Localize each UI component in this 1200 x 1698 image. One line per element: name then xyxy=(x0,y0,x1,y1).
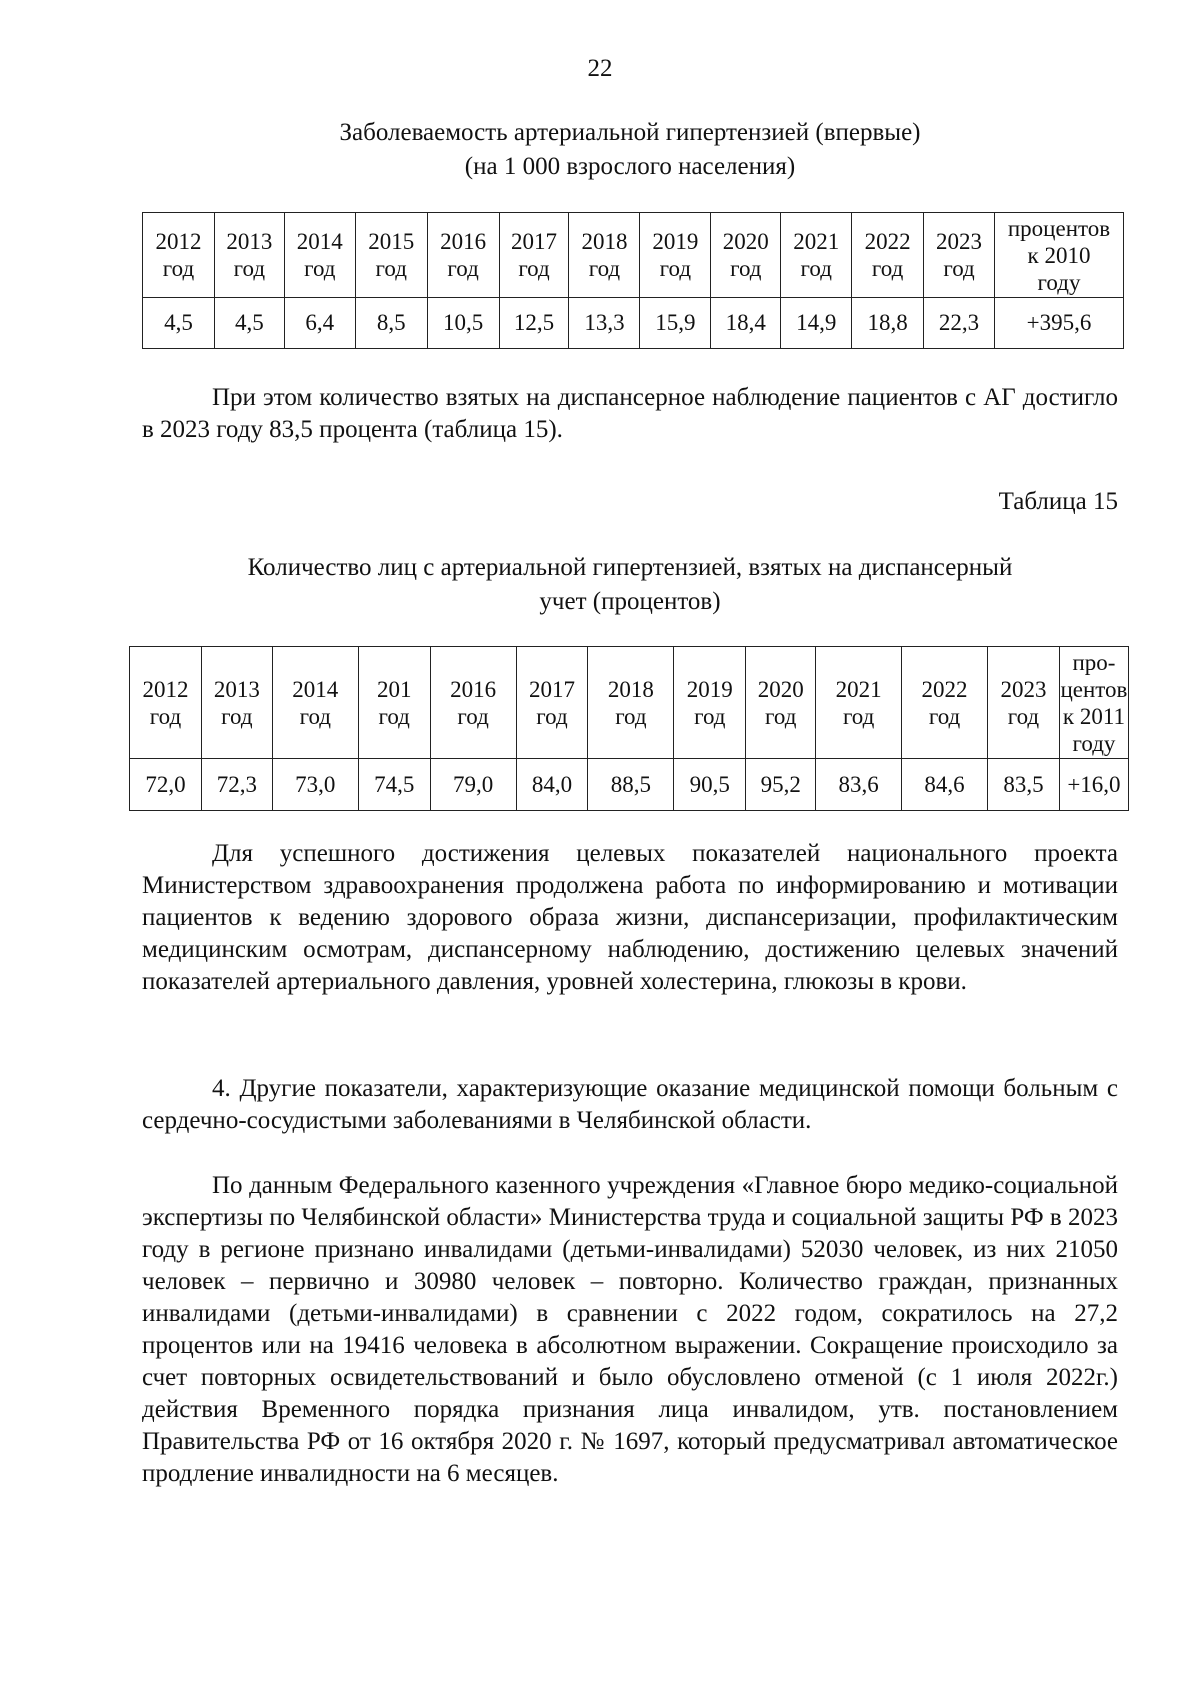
table2-header-cell: 2018 год xyxy=(588,647,674,759)
table2-header-cell-percent: про- центов к 2011 году xyxy=(1059,647,1128,759)
table2-header-cell: 2012 год xyxy=(130,647,202,759)
table2-header-cell: 2014 год xyxy=(272,647,358,759)
table2-value-cell: +16,0 xyxy=(1059,759,1128,811)
table1-header-cell: 2019 год xyxy=(640,213,711,298)
table2-value-cell: 88,5 xyxy=(588,759,674,811)
table1-header-cell: 2022 год xyxy=(852,213,924,298)
table1-header-cell: 2020 год xyxy=(711,213,781,298)
table2-header-row xyxy=(130,647,1129,759)
table2-header-cell: 2019 год xyxy=(674,647,746,759)
table1-header-cell: 2017 год xyxy=(499,213,569,298)
paragraph-national-project: Для успешного достижения целевых показателей национального проекта Министерством здравоохранения продолжена работа по информированию и мотивации пациентов к ведению здорового образа жизни, диспансеризации, профилактическим медицинским осмотрам, диспансерному наблюдению, достижению целевых значений показателей артериального давления, уровней холестерина, глюкозы в крови. xyxy=(142,840,1118,995)
table1-header-row xyxy=(143,213,1124,298)
table2-value-cell: 74,5 xyxy=(358,759,430,811)
table1-value-cell: 22,3 xyxy=(924,298,995,349)
table2-header-cell: 2016 год xyxy=(430,647,516,759)
table2-title-line2: учет (процентов) xyxy=(539,588,721,615)
table1-header-cell-percent: процентов к 2010 году xyxy=(995,213,1124,298)
table2-header-cell: 2021 год xyxy=(816,647,902,759)
table1-title xyxy=(0,116,1200,184)
table1-hypertension-incidence xyxy=(142,212,1124,349)
table2-value-cell: 72,0 xyxy=(130,759,202,811)
table1-value-cell: 6,4 xyxy=(284,298,355,349)
table1-value-cell: 8,5 xyxy=(355,298,427,349)
table2-value-cell: 83,6 xyxy=(816,759,902,811)
table1-value-cell: 14,9 xyxy=(781,298,852,349)
table2-header-cell: 2020 год xyxy=(746,647,816,759)
table2-value-cell: 90,5 xyxy=(674,759,746,811)
table1-header-cell: 2021 год xyxy=(781,213,852,298)
table2-value-cell: 84,0 xyxy=(516,759,588,811)
table1-value-cell: 4,5 xyxy=(143,298,215,349)
table2-header-cell: 2013 год xyxy=(201,647,272,759)
table1-header-cell: 2012 год xyxy=(143,213,215,298)
table2-title xyxy=(0,551,1200,619)
table2-values-row xyxy=(130,759,1129,811)
table1-header-cell: 2015 год xyxy=(355,213,427,298)
table1-header-cell: 2014 год xyxy=(284,213,355,298)
table2-value-cell: 84,6 xyxy=(902,759,988,811)
table1-header-cell: 2023 год xyxy=(924,213,995,298)
paragraph-section-4-heading: 4. Другие показатели, характеризующие оказание медицинской помощи больным с сердечно-сосудистыми заболеваниями в Челябинской области. xyxy=(142,1075,1118,1134)
table2-value-cell: 79,0 xyxy=(430,759,516,811)
table1-value-cell: +395,6 xyxy=(995,298,1124,349)
table2-header-cell: 2022 год xyxy=(902,647,988,759)
table1-value-cell: 12,5 xyxy=(499,298,569,349)
table15-label: Таблица 15 xyxy=(998,488,1118,515)
paragraph-disability-statistics: По данным Федерального казенного учреждения «Главное бюро медико-социальной экспертизы по Челябинской области» Министерства труда и социальной защиты РФ в 2023 году в регионе признано инвалидами (детьми-инвалидами) 52030 человек, из них 21050 человек – первично и 30980 человек – повторно. Количество граждан, признанных инвалидами (детьми-инвалидами) в сравнении с 2022 годом, сократилось на 27,2 процентов или на 19416 человека в абсолютном выражении. Сокращение происходило за счет повторных освидетельствований и было обусловлено отменой (с 1 июля 2022г.) действия Временного порядка признания лица инвалидом, утв. постановлением Правительства РФ от 16 октября 2020 г. № 1697, который предусматривал автоматическое продление инвалидности на 6 месяцев. xyxy=(142,1172,1118,1487)
table1-header-cell: 2016 год xyxy=(427,213,499,298)
table1-title-line2: (на 1 000 взрослого населения) xyxy=(464,153,796,180)
table1-header-cell: 2018 год xyxy=(569,213,640,298)
table2-value-cell: 83,5 xyxy=(987,759,1059,811)
table2-value-cell: 95,2 xyxy=(746,759,816,811)
table1-header-cell: 2013 год xyxy=(214,213,284,298)
table1-value-cell: 10,5 xyxy=(427,298,499,349)
table1-title-line1: Заболеваемость артериальной гипертензией (впервые) xyxy=(339,119,921,146)
table2-dispensary-registration xyxy=(129,646,1129,811)
table2-header-cell: 2017 год xyxy=(516,647,588,759)
page-number: 22 xyxy=(587,55,613,82)
table1-values-row xyxy=(143,298,1124,349)
paragraph-dispensary-share: При этом количество взятых на диспансерное наблюдение пациентов с АГ достигло в 2023 году 83,5 процента (таблица 15). xyxy=(142,384,1118,443)
table2-header-cell: 201 год xyxy=(358,647,430,759)
table1-value-cell: 4,5 xyxy=(214,298,284,349)
table1-value-cell: 15,9 xyxy=(640,298,711,349)
table1-value-cell: 18,4 xyxy=(711,298,781,349)
table1-value-cell: 13,3 xyxy=(569,298,640,349)
table2-title-line1: Количество лиц с артериальной гипертензией, взятых на диспансерный xyxy=(247,554,1013,581)
table1-value-cell: 18,8 xyxy=(852,298,924,349)
table2-value-cell: 73,0 xyxy=(272,759,358,811)
table2-value-cell: 72,3 xyxy=(201,759,272,811)
table2-header-cell: 2023 год xyxy=(987,647,1059,759)
